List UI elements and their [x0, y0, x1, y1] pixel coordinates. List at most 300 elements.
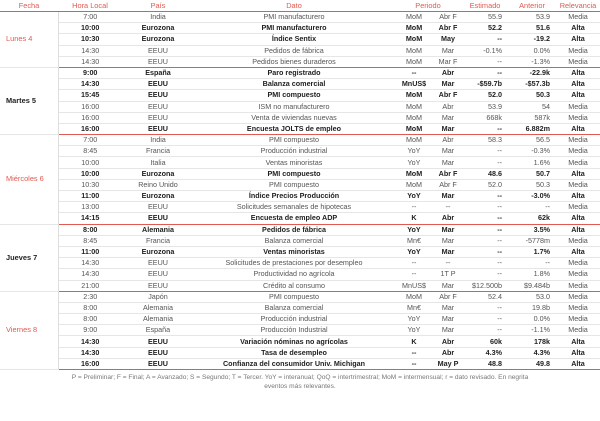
- header-dato: Dato: [194, 0, 394, 12]
- cell-event: PMI compuesto: [194, 168, 394, 179]
- cell-estimate: --: [462, 157, 508, 168]
- cell-estimate: --: [462, 191, 508, 202]
- cell-period: Abr: [434, 67, 462, 78]
- cell-estimate: --: [462, 67, 508, 78]
- cell-period-unit: Mn€: [394, 302, 434, 313]
- cell-period-unit: MoM: [394, 179, 434, 190]
- cell-estimate: --: [462, 213, 508, 224]
- cell-relevance: Alta: [556, 90, 600, 101]
- header-fecha: Fecha: [0, 0, 58, 12]
- cell-event: Confianza del consumidor Univ. Michigan: [194, 358, 394, 369]
- cell-country: Alemania: [122, 302, 194, 313]
- cell-country: India: [122, 12, 194, 23]
- cell-country: Eurozona: [122, 23, 194, 34]
- cell-previous: 1.8%: [508, 269, 556, 280]
- cell-time: 7:00: [58, 135, 122, 146]
- cell-event: Pedidos de fábrica: [194, 224, 394, 235]
- cell-period: May P: [434, 358, 462, 369]
- cell-country: Eurozona: [122, 191, 194, 202]
- cell-estimate: -$59.7b: [462, 79, 508, 90]
- cell-relevance: Media: [556, 112, 600, 123]
- cell-time: 9:00: [58, 67, 122, 78]
- cell-estimate: 52.0: [462, 90, 508, 101]
- cell-previous: 50.3: [508, 90, 556, 101]
- cell-event: Índice Precios Producción: [194, 191, 394, 202]
- cell-estimate: --: [462, 269, 508, 280]
- cell-relevance: Media: [556, 269, 600, 280]
- header-estimado: Estimado: [462, 0, 508, 12]
- cell-country: Eurozona: [122, 246, 194, 257]
- cell-previous: $9.484b: [508, 280, 556, 291]
- cell-period: --: [434, 258, 462, 269]
- table-row: [0, 291, 600, 302]
- cell-previous: -19.2: [508, 34, 556, 45]
- cell-period-unit: YoY: [394, 191, 434, 202]
- cell-period-unit: Mn€: [394, 235, 434, 246]
- cell-previous: 62k: [508, 213, 556, 224]
- cell-estimate: --: [462, 235, 508, 246]
- cell-time: 10:00: [58, 23, 122, 34]
- cell-estimate: --: [462, 302, 508, 313]
- cell-relevance: Media: [556, 235, 600, 246]
- cell-estimate: --: [462, 146, 508, 157]
- cell-previous: --: [508, 202, 556, 213]
- cell-event: PMI manufacturero: [194, 23, 394, 34]
- cell-period-unit: --: [394, 67, 434, 78]
- cell-time: 7:00: [58, 12, 122, 23]
- cell-event: Encuesta de empleo ADP: [194, 213, 394, 224]
- cell-time: 2:30: [58, 291, 122, 302]
- cell-estimate: --: [462, 258, 508, 269]
- cell-relevance: Alta: [556, 23, 600, 34]
- cell-event: Balanza comercial: [194, 302, 394, 313]
- cell-previous: --: [508, 258, 556, 269]
- table-row: [0, 246, 600, 257]
- cell-time: 8:45: [58, 235, 122, 246]
- cell-country: Italia: [122, 157, 194, 168]
- cell-time: 14:15: [58, 213, 122, 224]
- cell-previous: -22.9k: [508, 67, 556, 78]
- cell-previous: 50.7: [508, 168, 556, 179]
- cell-period-unit: MoM: [394, 101, 434, 112]
- header-pais: País: [122, 0, 194, 12]
- cell-event: PMI compuesto: [194, 135, 394, 146]
- cell-time: 14:30: [58, 347, 122, 358]
- cell-estimate: 52.2: [462, 23, 508, 34]
- cell-event: PMI compuesto: [194, 90, 394, 101]
- cell-estimate: --: [462, 56, 508, 67]
- cell-relevance: Media: [556, 146, 600, 157]
- cell-time: 11:00: [58, 246, 122, 257]
- cell-relevance: Media: [556, 258, 600, 269]
- table-row: [0, 135, 600, 146]
- cell-period: Mar: [434, 235, 462, 246]
- cell-time: 10:30: [58, 34, 122, 45]
- cell-period-unit: K: [394, 336, 434, 347]
- cell-previous: 53.0: [508, 291, 556, 302]
- cell-time: 8:00: [58, 302, 122, 313]
- cell-country: Francia: [122, 146, 194, 157]
- table-row: [0, 12, 600, 23]
- cell-time: 14:30: [58, 269, 122, 280]
- cell-relevance: Alta: [556, 34, 600, 45]
- cell-country: EEUU: [122, 258, 194, 269]
- cell-period-unit: --: [394, 358, 434, 369]
- cell-period: Mar: [434, 157, 462, 168]
- cell-period-unit: MnUS$: [394, 79, 434, 90]
- cell-period-unit: MoM: [394, 135, 434, 146]
- cell-period-unit: MnUS$: [394, 280, 434, 291]
- table-row: [0, 314, 600, 325]
- cell-period-unit: MoM: [394, 112, 434, 123]
- cell-relevance: Alta: [556, 336, 600, 347]
- cell-previous: 1.6%: [508, 157, 556, 168]
- cell-relevance: Media: [556, 135, 600, 146]
- cell-country: India: [122, 135, 194, 146]
- cell-event: Producción industrial: [194, 314, 394, 325]
- cell-previous: 51.6: [508, 23, 556, 34]
- cell-period: --: [434, 202, 462, 213]
- calendar-body: [0, 12, 600, 370]
- cell-time: 10:30: [58, 179, 122, 190]
- cell-event: Crédito al consumo: [194, 280, 394, 291]
- cell-event: Encuesta JOLTS de empleo: [194, 123, 394, 134]
- day-label: Jueves 7: [0, 224, 58, 291]
- cell-estimate: --: [462, 34, 508, 45]
- table-row: [0, 269, 600, 280]
- cell-time: 14:30: [58, 79, 122, 90]
- cell-period-unit: YoY: [394, 325, 434, 336]
- cell-previous: 0.0%: [508, 45, 556, 56]
- cell-country: EEUU: [122, 336, 194, 347]
- cell-relevance: Alta: [556, 168, 600, 179]
- cell-period-unit: YoY: [394, 224, 434, 235]
- cell-previous: -0.3%: [508, 146, 556, 157]
- cell-period: Abr F: [434, 12, 462, 23]
- cell-event: Pedidos bienes duraderos: [194, 56, 394, 67]
- cell-estimate: 52.0: [462, 179, 508, 190]
- cell-period-unit: MoM: [394, 90, 434, 101]
- cell-period-unit: K: [394, 213, 434, 224]
- cell-country: EEUU: [122, 202, 194, 213]
- cell-relevance: Media: [556, 157, 600, 168]
- cell-period: May: [434, 34, 462, 45]
- cell-period-unit: MoM: [394, 34, 434, 45]
- table-row: [0, 235, 600, 246]
- cell-estimate: 48.8: [462, 358, 508, 369]
- day-label: Martes 5: [0, 67, 58, 134]
- cell-event: Venta de viviendas nuevas: [194, 112, 394, 123]
- header-anterior: Anterior: [508, 0, 556, 12]
- cell-period: Mar: [434, 224, 462, 235]
- cell-time: 8:00: [58, 314, 122, 325]
- cell-relevance: Media: [556, 325, 600, 336]
- cell-previous: 54: [508, 101, 556, 112]
- cell-event: Ventas minoristas: [194, 157, 394, 168]
- cell-time: 10:00: [58, 168, 122, 179]
- cell-period-unit: --: [394, 347, 434, 358]
- cell-previous: 4.3%: [508, 347, 556, 358]
- cell-country: España: [122, 67, 194, 78]
- cell-time: 10:00: [58, 157, 122, 168]
- cell-time: 11:00: [58, 191, 122, 202]
- cell-previous: 50.3: [508, 179, 556, 190]
- cell-period: Mar: [434, 280, 462, 291]
- cell-country: Japón: [122, 291, 194, 302]
- cell-country: EEUU: [122, 123, 194, 134]
- table-row: [0, 67, 600, 78]
- cell-previous: 178k: [508, 336, 556, 347]
- cell-relevance: Alta: [556, 213, 600, 224]
- cell-event: Solicitudes de prestaciones por desempleo: [194, 258, 394, 269]
- cell-time: 16:00: [58, 112, 122, 123]
- cell-period: Mar: [434, 45, 462, 56]
- table-row: [0, 101, 600, 112]
- cell-relevance: Alta: [556, 191, 600, 202]
- cell-estimate: --: [462, 123, 508, 134]
- cell-period: Mar F: [434, 56, 462, 67]
- table-row: [0, 302, 600, 313]
- cell-relevance: Media: [556, 179, 600, 190]
- cell-period-unit: --: [394, 258, 434, 269]
- cell-time: 14:30: [58, 45, 122, 56]
- table-row: [0, 336, 600, 347]
- cell-time: 14:30: [58, 56, 122, 67]
- cell-period-unit: YoY: [394, 314, 434, 325]
- cell-country: España: [122, 325, 194, 336]
- cell-previous: 1.7%: [508, 246, 556, 257]
- cell-estimate: 48.6: [462, 168, 508, 179]
- header-relevancia: Relevancia: [556, 0, 600, 12]
- cell-period-unit: MoM: [394, 291, 434, 302]
- header-row: [0, 0, 600, 12]
- cell-previous: 0.0%: [508, 314, 556, 325]
- cell-country: Alemania: [122, 224, 194, 235]
- cell-period: Abr F: [434, 291, 462, 302]
- cell-country: EEUU: [122, 213, 194, 224]
- cell-estimate: 52.4: [462, 291, 508, 302]
- cell-period: 1T P: [434, 269, 462, 280]
- cell-event: Ventas minoristas: [194, 246, 394, 257]
- cell-period: Abr: [434, 101, 462, 112]
- cell-estimate: 53.9: [462, 101, 508, 112]
- table-row: [0, 224, 600, 235]
- cell-event: Variación nóminas no agrícolas: [194, 336, 394, 347]
- header-periodo: Periodo: [394, 0, 462, 12]
- footnote: P = Preliminar; F = Final; A = Avanzado; S = Segundo; T = Tercer. YoY = interanual; QoQ = intertrimestral; MoM = intermensual; r = dato revisado. En negrita eventos más relevantes.: [71, 374, 529, 390]
- cell-period-unit: YoY: [394, 246, 434, 257]
- cell-previous: 56.5: [508, 135, 556, 146]
- cell-country: Reino Unido: [122, 179, 194, 190]
- cell-period: Abr: [434, 135, 462, 146]
- cell-estimate: --: [462, 325, 508, 336]
- cell-country: EEUU: [122, 90, 194, 101]
- table-row: [0, 325, 600, 336]
- cell-event: Pedidos de fábrica: [194, 45, 394, 56]
- table-row: [0, 358, 600, 369]
- cell-period: Mar: [434, 112, 462, 123]
- cell-estimate: 58.3: [462, 135, 508, 146]
- cell-period-unit: MoM: [394, 12, 434, 23]
- cell-event: PMI manufacturero: [194, 12, 394, 23]
- cell-country: Eurozona: [122, 168, 194, 179]
- cell-previous: -1.3%: [508, 56, 556, 67]
- cell-period: Abr F: [434, 90, 462, 101]
- table-row: [0, 213, 600, 224]
- table-row: [0, 56, 600, 67]
- cell-event: Índice Sentix: [194, 34, 394, 45]
- cell-event: Balanza comercial: [194, 79, 394, 90]
- cell-estimate: --: [462, 314, 508, 325]
- cell-event: Producción Industrial: [194, 325, 394, 336]
- cell-previous: 53.9: [508, 12, 556, 23]
- cell-period: Mar: [434, 191, 462, 202]
- cell-country: EEUU: [122, 347, 194, 358]
- cell-period: Mar: [434, 146, 462, 157]
- cell-country: EEUU: [122, 280, 194, 291]
- cell-relevance: Media: [556, 45, 600, 56]
- table-row: [0, 90, 600, 101]
- cell-time: 8:45: [58, 146, 122, 157]
- cell-period: Abr F: [434, 168, 462, 179]
- cell-previous: 3.5%: [508, 224, 556, 235]
- cell-previous: 49.8: [508, 358, 556, 369]
- cell-estimate: 668k: [462, 112, 508, 123]
- cell-country: Francia: [122, 235, 194, 246]
- table-row: [0, 280, 600, 291]
- cell-period: Abr F: [434, 179, 462, 190]
- cell-relevance: Alta: [556, 347, 600, 358]
- cell-time: 21:00: [58, 280, 122, 291]
- cell-relevance: Media: [556, 280, 600, 291]
- table-row: [0, 347, 600, 358]
- cell-period-unit: MoM: [394, 123, 434, 134]
- cell-country: EEUU: [122, 269, 194, 280]
- cell-previous: -1.1%: [508, 325, 556, 336]
- table-row: [0, 157, 600, 168]
- day-label: Miércoles 6: [0, 135, 58, 225]
- cell-period: Mar: [434, 79, 462, 90]
- table-row: [0, 146, 600, 157]
- cell-relevance: Media: [556, 12, 600, 23]
- cell-period-unit: YoY: [394, 157, 434, 168]
- cell-event: Tasa de desempleo: [194, 347, 394, 358]
- cell-time: 13:00: [58, 202, 122, 213]
- cell-period-unit: MoM: [394, 23, 434, 34]
- cell-previous: -3.0%: [508, 191, 556, 202]
- cell-relevance: Alta: [556, 246, 600, 257]
- cell-country: EEUU: [122, 79, 194, 90]
- cell-country: EEUU: [122, 45, 194, 56]
- cell-relevance: Media: [556, 291, 600, 302]
- cell-period-unit: --: [394, 202, 434, 213]
- cell-relevance: Media: [556, 202, 600, 213]
- cell-event: Producción industrial: [194, 146, 394, 157]
- cell-relevance: Alta: [556, 79, 600, 90]
- cell-country: EEUU: [122, 112, 194, 123]
- cell-period: Abr: [434, 213, 462, 224]
- cell-previous: 6.882m: [508, 123, 556, 134]
- cell-period: Mar: [434, 302, 462, 313]
- table-row: [0, 45, 600, 56]
- cell-previous: -5778m: [508, 235, 556, 246]
- cell-event: PMI compuesto: [194, 179, 394, 190]
- table-row: [0, 79, 600, 90]
- cell-relevance: Alta: [556, 123, 600, 134]
- cell-country: Alemania: [122, 314, 194, 325]
- table-row: [0, 258, 600, 269]
- cell-estimate: $12.500b: [462, 280, 508, 291]
- cell-period: Mar: [434, 246, 462, 257]
- table-row: [0, 34, 600, 45]
- cell-time: 9:00: [58, 325, 122, 336]
- cell-period: Mar: [434, 314, 462, 325]
- cell-event: Paro registrado: [194, 67, 394, 78]
- cell-time: 14:30: [58, 258, 122, 269]
- day-label: Viernes 8: [0, 291, 58, 369]
- cell-time: 16:00: [58, 101, 122, 112]
- cell-time: 15:45: [58, 90, 122, 101]
- cell-estimate: -0.1%: [462, 45, 508, 56]
- cell-period: Mar: [434, 123, 462, 134]
- cell-country: Eurozona: [122, 34, 194, 45]
- cell-period-unit: MoM: [394, 56, 434, 67]
- cell-estimate: --: [462, 224, 508, 235]
- cell-event: Solicitudes semanales de hipotecas: [194, 202, 394, 213]
- table-row: [0, 123, 600, 134]
- cell-relevance: Media: [556, 302, 600, 313]
- cell-relevance: Alta: [556, 358, 600, 369]
- cell-previous: 587k: [508, 112, 556, 123]
- cell-previous: 19.8b: [508, 302, 556, 313]
- cell-event: Productividad no agrícola: [194, 269, 394, 280]
- table-row: [0, 168, 600, 179]
- cell-period: Abr: [434, 347, 462, 358]
- table-row: [0, 191, 600, 202]
- cell-country: EEUU: [122, 56, 194, 67]
- table-row: [0, 112, 600, 123]
- cell-relevance: Alta: [556, 67, 600, 78]
- table-row: [0, 202, 600, 213]
- cell-event: PMI compuesto: [194, 291, 394, 302]
- cell-estimate: --: [462, 246, 508, 257]
- cell-event: Balanza comercial: [194, 235, 394, 246]
- day-label: Lunes 4: [0, 12, 58, 68]
- cell-period-unit: MoM: [394, 168, 434, 179]
- cell-time: 16:00: [58, 358, 122, 369]
- cell-period: Mar: [434, 325, 462, 336]
- cell-country: EEUU: [122, 358, 194, 369]
- table-row: [0, 179, 600, 190]
- cell-period-unit: MoM: [394, 45, 434, 56]
- cell-event: ISM no manufacturero: [194, 101, 394, 112]
- cell-time: 14:30: [58, 336, 122, 347]
- cell-period: Abr F: [434, 23, 462, 34]
- cell-previous: -$57.3b: [508, 79, 556, 90]
- table-row: [0, 23, 600, 34]
- cell-country: EEUU: [122, 101, 194, 112]
- cell-estimate: 60k: [462, 336, 508, 347]
- cell-period: Abr: [434, 336, 462, 347]
- cell-estimate: 4.3%: [462, 347, 508, 358]
- cell-estimate: 55.9: [462, 12, 508, 23]
- cell-relevance: Media: [556, 101, 600, 112]
- cell-estimate: --: [462, 202, 508, 213]
- cell-relevance: Media: [556, 314, 600, 325]
- cell-time: 16:00: [58, 123, 122, 134]
- cell-period-unit: YoY: [394, 146, 434, 157]
- cell-relevance: Alta: [556, 224, 600, 235]
